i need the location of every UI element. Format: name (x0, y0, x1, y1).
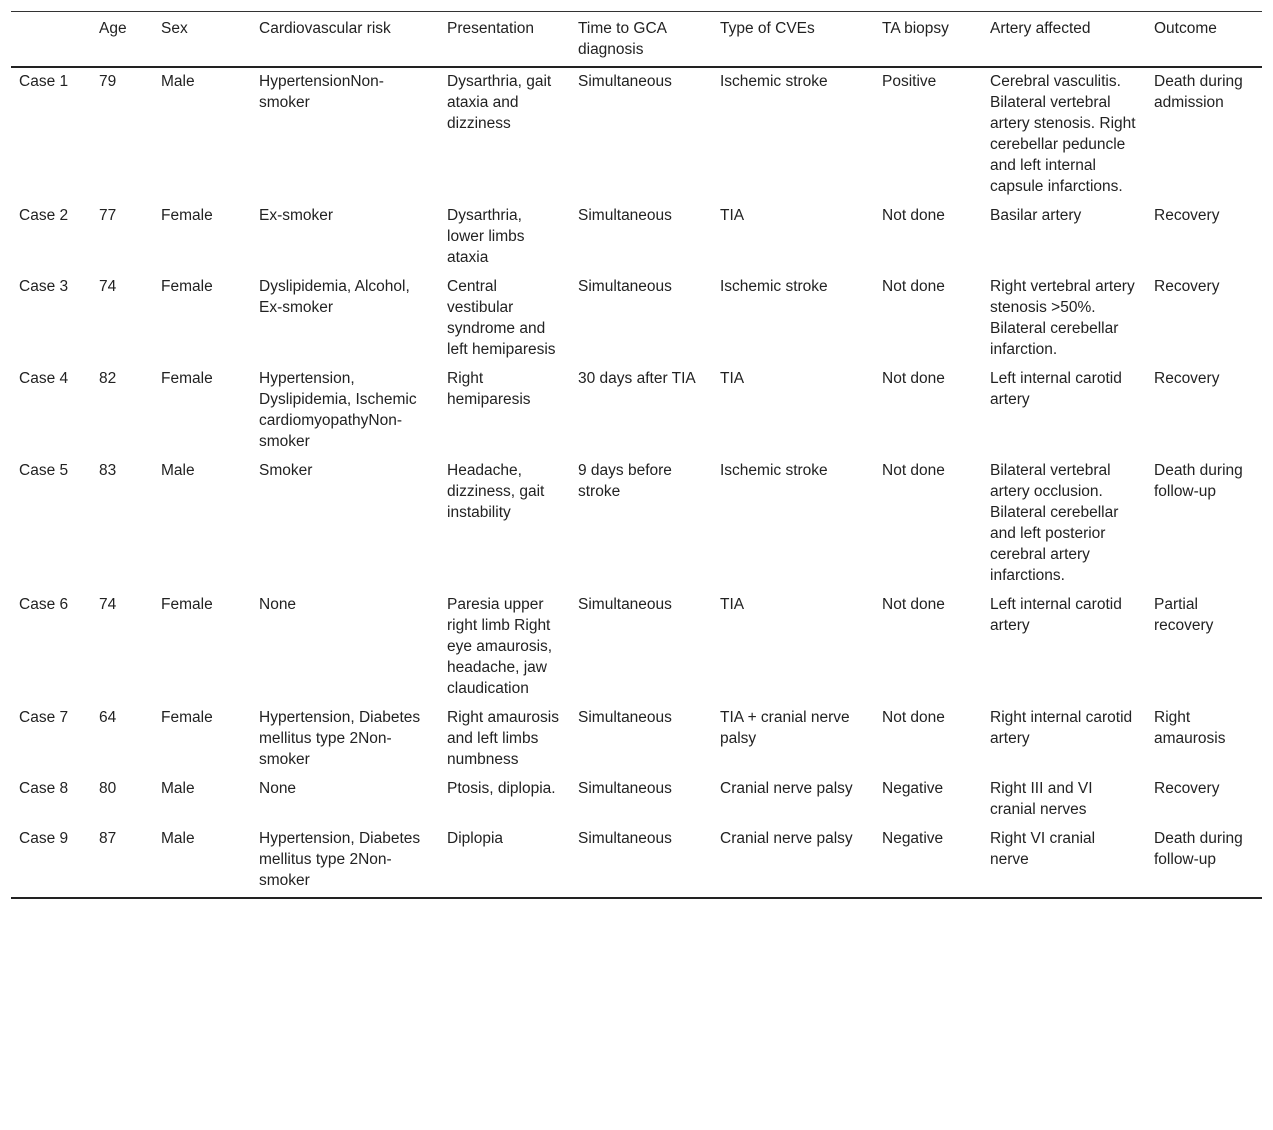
cell-presentation: Right hemiparesis (447, 370, 531, 408)
cell-type-of-cves: Cranial nerve palsy (720, 780, 853, 797)
cell-presentation: Right amaurosis and left limbs numbness (447, 709, 559, 768)
cell-presentation: Paresia upper right limb Right eye amaurosis, headache, jaw claudication (447, 596, 553, 697)
cell-presentation: Ptosis, diplopia. (447, 780, 556, 797)
cell-ta-biopsy: Not done (882, 462, 945, 479)
cell-case: Case 1 (19, 73, 69, 90)
cell-artery-affected: Right internal carotid artery (990, 709, 1133, 747)
cell-outcome: Recovery (1154, 780, 1220, 797)
cell-artery-affected: Left internal carotid artery (990, 370, 1122, 408)
header-cell-outcome: Outcome (1154, 20, 1217, 37)
table-header (11, 12, 1262, 68)
cell-age: 77 (99, 207, 117, 224)
cell-artery-affected: Cerebral vasculitis. Bilateral vertebral artery stenosis. Right cerebellar peduncle and left internal capsule infarctions. (990, 73, 1136, 195)
header-cell-artery-affected: Artery affected (990, 20, 1091, 37)
header-cell-age: Age (99, 20, 127, 37)
clinical-cases-table (11, 11, 1262, 899)
header-cell-cardiovascular-risk: Cardiovascular risk (259, 20, 391, 37)
cell-ta-biopsy: Not done (882, 709, 945, 726)
header-cell-type-of-cves: Type of CVEs (720, 20, 815, 37)
cell-cardiovascular-risk: None (259, 780, 297, 797)
cell-type-of-cves: TIA (720, 370, 745, 387)
cell-sex: Male (161, 462, 195, 479)
cell-outcome: Recovery (1154, 207, 1220, 224)
table-row (11, 822, 1262, 898)
cell-case: Case 4 (19, 370, 69, 387)
cell-artery-affected: Bilateral vertebral artery occlusion. Bilateral cerebellar and left posterior cerebral artery infarctions. (990, 462, 1119, 584)
clinical-cases-table-container (11, 11, 1262, 899)
cell-age: 74 (99, 278, 117, 295)
cell-sex: Female (161, 207, 213, 224)
cell-time-to-diagnosis: 9 days before stroke (578, 462, 672, 500)
cell-case: Case 8 (19, 780, 69, 797)
cell-type-of-cves: Ischemic stroke (720, 73, 828, 90)
table-body (11, 67, 1262, 898)
table-row (11, 199, 1262, 270)
cell-cardiovascular-risk: Dyslipidemia, Alcohol, Ex-smoker (259, 278, 410, 316)
cell-case: Case 6 (19, 596, 69, 613)
cell-artery-affected: Right III and VI cranial nerves (990, 780, 1093, 818)
cell-type-of-cves: Ischemic stroke (720, 278, 828, 295)
cell-ta-biopsy: Not done (882, 207, 945, 224)
cell-type-of-cves: TIA (720, 596, 745, 613)
cell-sex: Female (161, 709, 213, 726)
cell-age: 82 (99, 370, 117, 387)
cell-time-to-diagnosis: 30 days after TIA (578, 370, 696, 387)
cell-sex: Male (161, 73, 195, 90)
cell-outcome: Recovery (1154, 370, 1220, 387)
cell-type-of-cves: Cranial nerve palsy (720, 830, 853, 847)
header-row (11, 12, 1262, 68)
header-cell-ta-biopsy: TA biopsy (882, 20, 949, 37)
cell-ta-biopsy: Negative (882, 830, 944, 847)
cell-outcome: Recovery (1154, 278, 1220, 295)
cell-age: 87 (99, 830, 117, 847)
cell-case: Case 2 (19, 207, 69, 224)
cell-ta-biopsy: Not done (882, 278, 945, 295)
table-row (11, 270, 1262, 362)
cell-type-of-cves: TIA + cranial nerve palsy (720, 709, 850, 747)
table-row (11, 701, 1262, 772)
table-row (11, 454, 1262, 588)
cell-presentation: Diplopia (447, 830, 504, 847)
table-row (11, 588, 1262, 701)
cell-time-to-diagnosis: Simultaneous (578, 278, 672, 295)
cell-artery-affected: Left internal carotid artery (990, 596, 1122, 634)
cell-artery-affected: Basilar artery (990, 207, 1082, 224)
table-row (11, 772, 1262, 822)
cell-cardiovascular-risk: Hypertension, Diabetes mellitus type 2Non-smoker (259, 709, 421, 768)
cell-ta-biopsy: Positive (882, 73, 937, 90)
cell-artery-affected: Right vertebral artery stenosis >50%. Bilateral cerebellar infarction. (990, 278, 1135, 358)
cell-age: 74 (99, 596, 117, 613)
cell-sex: Female (161, 596, 213, 613)
cell-ta-biopsy: Negative (882, 780, 944, 797)
cell-type-of-cves: TIA (720, 207, 745, 224)
cell-sex: Female (161, 278, 213, 295)
header-cell-case (11, 12, 91, 68)
cell-outcome: Partial recovery (1154, 596, 1214, 634)
cell-case: Case 5 (19, 462, 69, 479)
cell-presentation: Dysarthria, lower limbs ataxia (447, 207, 525, 266)
cell-cardiovascular-risk: None (259, 596, 297, 613)
header-cell-time-to-gca-diagnosis: Time to GCA diagnosis (578, 20, 667, 58)
cell-case: Case 9 (19, 830, 69, 847)
cell-ta-biopsy: Not done (882, 370, 945, 387)
cell-outcome: Death during follow-up (1154, 830, 1243, 868)
cell-time-to-diagnosis: Simultaneous (578, 830, 672, 847)
cell-case: Case 7 (19, 709, 69, 726)
cell-presentation: Dysarthria, gait ataxia and dizziness (447, 73, 552, 132)
cell-time-to-diagnosis: Simultaneous (578, 709, 672, 726)
cell-age: 83 (99, 462, 117, 479)
cell-cardiovascular-risk: Hypertension, Dyslipidemia, Ischemic cardiomyopathyNon-smoker (259, 370, 417, 450)
cell-sex: Male (161, 830, 195, 847)
cell-sex: Male (161, 780, 195, 797)
cell-time-to-diagnosis: Simultaneous (578, 207, 672, 224)
cell-outcome: Death during follow-up (1154, 462, 1243, 500)
cell-time-to-diagnosis: Simultaneous (578, 596, 672, 613)
cell-presentation: Central vestibular syndrome and left hemiparesis (447, 278, 556, 358)
cell-ta-biopsy: Not done (882, 596, 945, 613)
cell-age: 79 (99, 73, 117, 90)
cell-age: 64 (99, 709, 117, 726)
cell-time-to-diagnosis: Simultaneous (578, 73, 672, 90)
cell-sex: Female (161, 370, 213, 387)
cell-case: Case 3 (19, 278, 69, 295)
cell-presentation: Headache, dizziness, gait instability (447, 462, 545, 521)
cell-cardiovascular-risk: Smoker (259, 462, 313, 479)
cell-outcome: Right amaurosis (1154, 709, 1226, 747)
cell-cardiovascular-risk: Ex-smoker (259, 207, 334, 224)
cell-type-of-cves: Ischemic stroke (720, 462, 828, 479)
cell-cardiovascular-risk: Hypertension, Diabetes mellitus type 2Non-smoker (259, 830, 421, 889)
table-row (11, 67, 1262, 199)
header-cell-sex: Sex (161, 20, 188, 37)
table-row (11, 362, 1262, 454)
cell-artery-affected: Right VI cranial nerve (990, 830, 1096, 868)
cell-time-to-diagnosis: Simultaneous (578, 780, 672, 797)
cell-outcome: Death during admission (1154, 73, 1243, 111)
cell-cardiovascular-risk: HypertensionNon-smoker (259, 73, 384, 111)
header-cell-presentation: Presentation (447, 20, 535, 37)
cell-age: 80 (99, 780, 117, 797)
